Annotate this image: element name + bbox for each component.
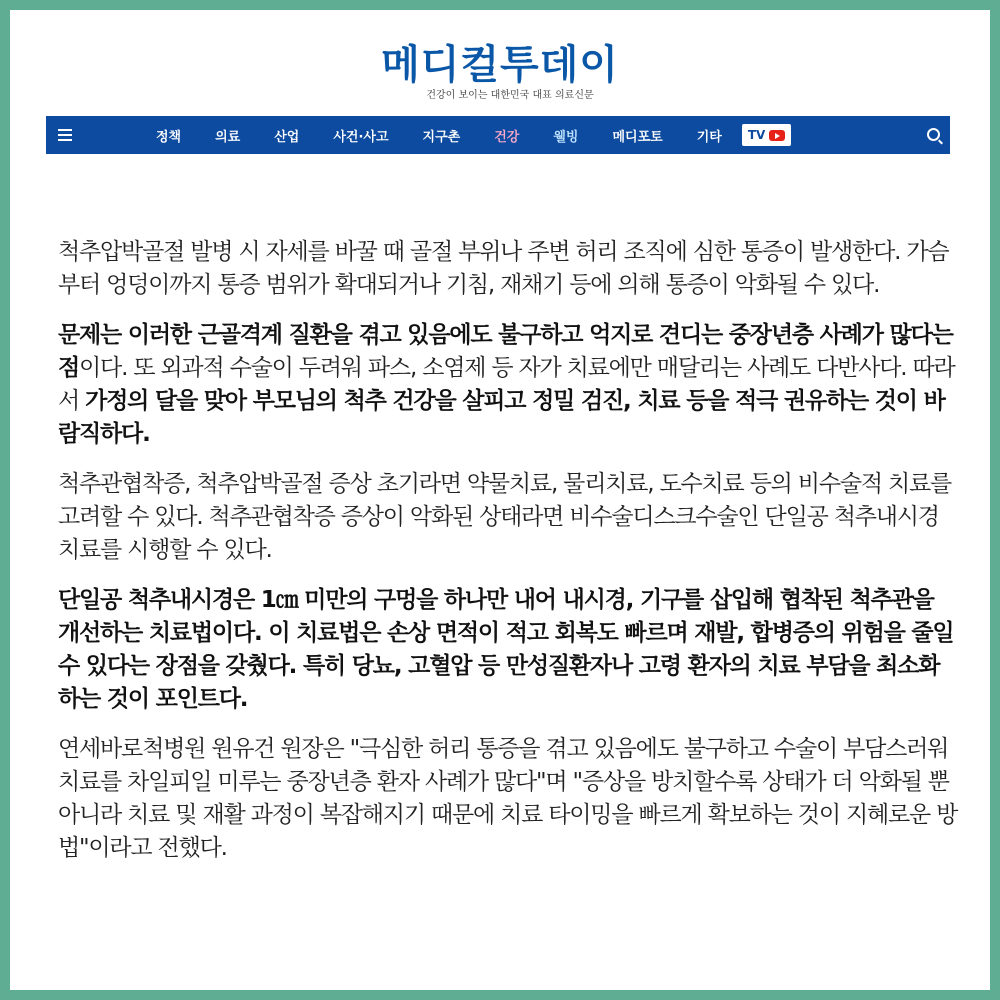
nav-item-global[interactable]: 지구촌	[422, 129, 461, 145]
highlight-text-2: 가정의 달을 맞아 부모님의 척추 건강을 살피고 정밀 검진, 치료 등을 적극 권유하는 것이 바람직하다.	[58, 388, 945, 447]
highlight-paragraph: 단일공 척추내시경은 1㎝ 미만의 구멍을 하나만 내어 내시경, 기구를 삽입해 협착된 척추관을 개선하는 치료법이다. 이 치료법은 손상 면적이 적고 회복도 빠르며 재발, 합병증의 위험을 줄일 수 있다는 장점을 갖췄다. 특히 당뇨, 고혈압 등 만성질환자나 고령 환자의 치료 부담을 최소화하는 것이 포인트다.	[58, 587, 954, 712]
highlight-text-1: 문제는 이러한 근골격계 질환을 겪고 있음에도 불구하고 억지로 견디는 중장년층 사례가 많다는 점	[58, 322, 953, 381]
article-paragraph-4	[58, 584, 958, 716]
nav-item-industry[interactable]: 산업	[274, 129, 300, 145]
article-paragraph-2	[58, 319, 958, 451]
main-nav	[46, 116, 950, 154]
tv-button[interactable]	[742, 124, 791, 146]
nav-item-medical[interactable]: 의료	[215, 129, 241, 145]
tv-label: TV	[747, 128, 766, 142]
youtube-icon	[769, 130, 785, 141]
paragraph-text: 이다. 또 외과적 수술이 두려워 파스, 소염제 등 자가 치료에만 매달리는 사례도 다반사다. 따라서	[58, 355, 955, 414]
nav-item-policy[interactable]: 정책	[156, 129, 182, 145]
article-paragraph-1: 척추압박골절 발병 시 자세를 바꿀 때 골절 부위나 주변 허리 조직에 심한 통증이 발생한다. 가슴부터 엉덩이까지 통증 범위가 확대되거나 기침, 재채기 등에 의해 통증이 악화될 수 있다.	[58, 239, 949, 298]
site-slogan: 건강이 보이는 대한민국 대표 의료신문	[426, 90, 594, 101]
nav-item-mediphoto[interactable]: 메디포토	[612, 129, 663, 145]
nav-item-health[interactable]: 건강	[494, 129, 520, 145]
site-logo[interactable]: 메디컬투데이	[381, 42, 619, 88]
card-frame	[10, 10, 990, 990]
search-icon[interactable]	[927, 128, 940, 141]
nav-item-etc[interactable]: 기타	[696, 129, 722, 145]
nav-item-wellbeing[interactable]: 웰빙	[553, 129, 579, 145]
article-body	[58, 236, 958, 882]
article-paragraph-3: 척추관협착증, 척추압박골절 증상 초기라면 약물치료, 물리치료, 도수치료 등의 비수술적 치료를 고려할 수 있다. 척추관협착증 증상이 악화된 상태라면 비수술디스크수술인 단일공 척추내시경 치료를 시행할 수 있다.	[58, 471, 952, 563]
article-paragraph-5: 연세바로척병원 원유건 원장은 "극심한 허리 통증을 겪고 있음에도 불구하고 수술이 부담스러워 치료를 차일피일 미루는 중장년층 환자 사례가 많다"며 "증상을 방치할수록 상태가 더 악화될 뿐 아니라 치료 및 재활 과정이 복잡해지기 때문에 치료 타이밍을 빠르게 확보하는 것이 지혜로운 방법"이라고 전했다.	[58, 736, 958, 861]
nav-item-incidents[interactable]: 사건·사고	[333, 129, 389, 145]
nav-items	[156, 116, 791, 154]
menu-icon[interactable]	[58, 127, 72, 141]
